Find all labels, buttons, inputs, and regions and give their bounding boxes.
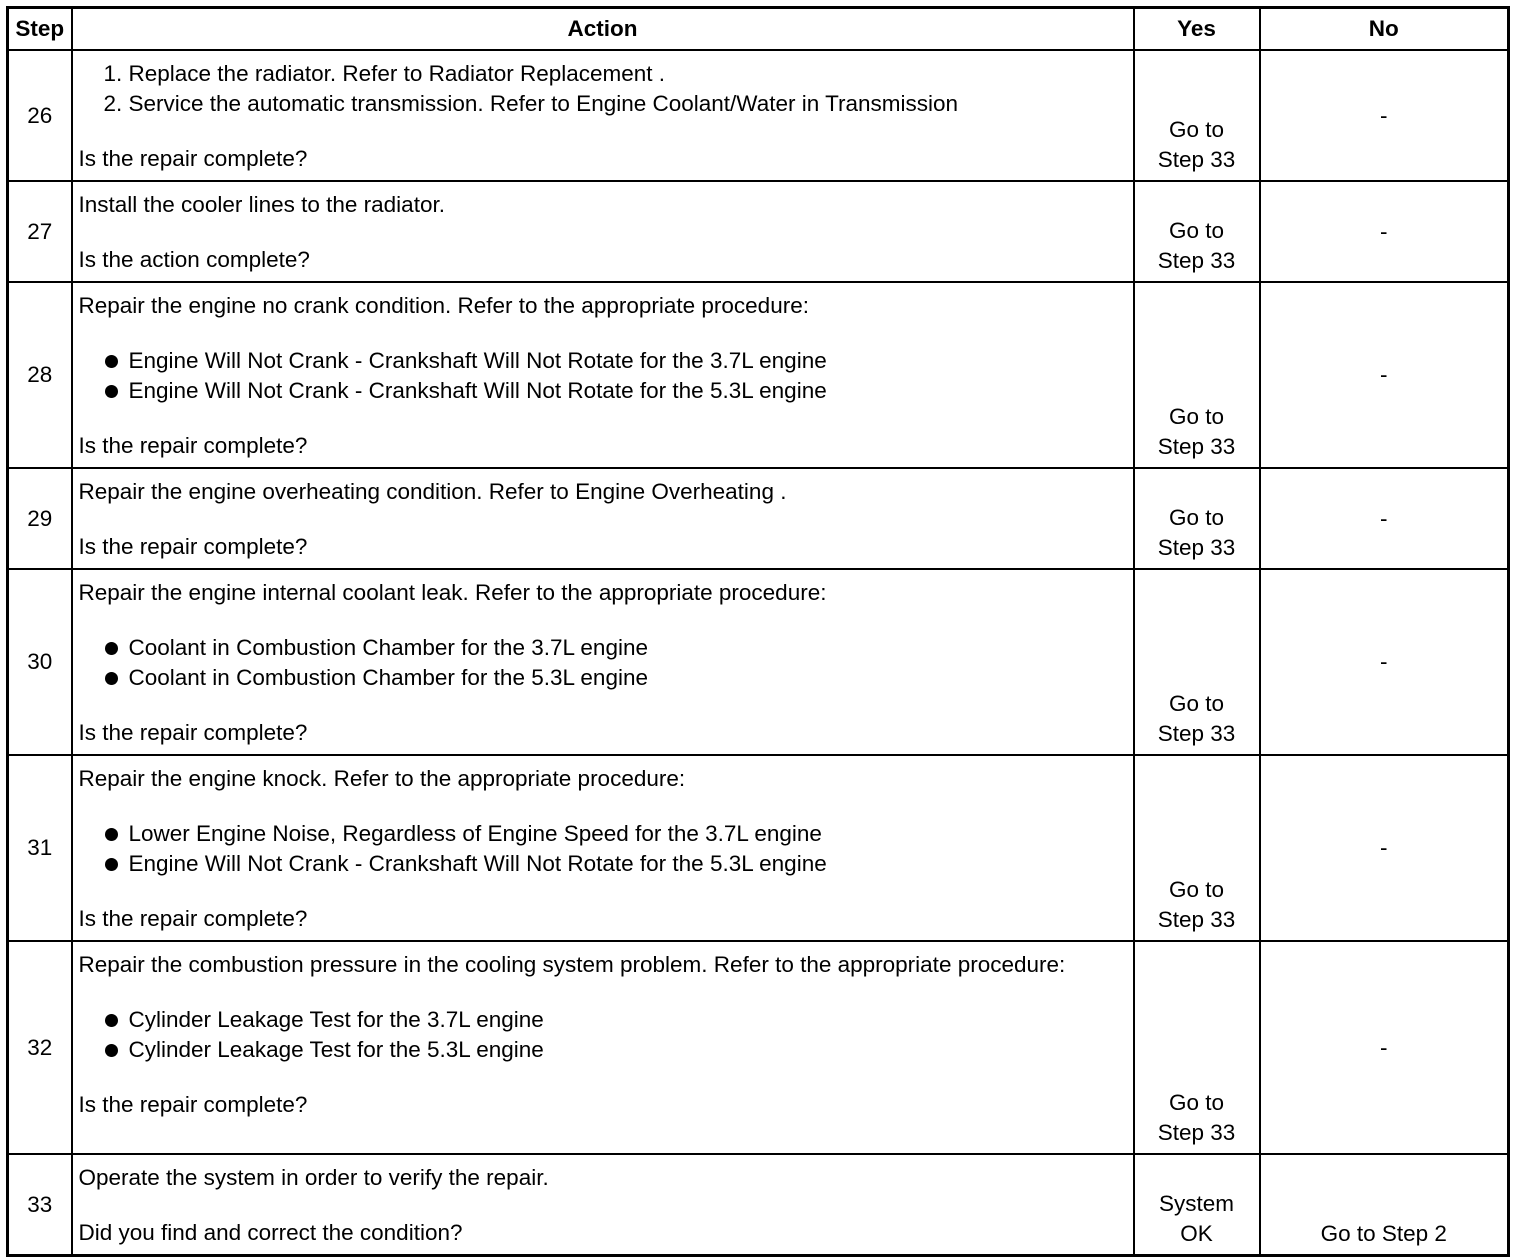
step-number: 31: [8, 755, 72, 941]
action-intro: Repair the combustion pressure in the cooling system problem. Refer to the appropriate procedure:: [78, 952, 1066, 977]
list-item: Engine Will Not Crank - Crankshaft Will Not Rotate for the 5.3L engine: [109, 376, 1127, 406]
action-question: Is the repair complete?: [78, 906, 308, 931]
action-cell: [72, 468, 1134, 569]
yes-line: Step 33: [1157, 535, 1236, 560]
action-intro: Repair the engine internal coolant leak. Refer to the appropriate procedure:: [78, 580, 827, 605]
action-intro: Repair the engine overheating condition. Refer to Engine Overheating .: [78, 479, 787, 504]
action-intro: Install the cooler lines to the radiator.: [78, 192, 445, 217]
action-cell: [72, 1154, 1134, 1256]
action-cell: [72, 181, 1134, 282]
header-yes: Yes: [1134, 8, 1260, 51]
header-action: Action: [72, 8, 1134, 51]
table-row: [8, 755, 1509, 941]
header-no: No: [1260, 8, 1509, 51]
yes-line: Step 33: [1157, 1120, 1236, 1145]
table-header-row: [8, 8, 1509, 51]
action-question: Is the repair complete?: [78, 146, 308, 171]
bullet-list: [79, 1005, 1127, 1065]
action-intro: Operate the system in order to verify the repair.: [78, 1165, 549, 1190]
list-item: Cylinder Leakage Test for the 3.7L engine: [109, 1005, 1127, 1035]
no-cell: -: [1260, 569, 1509, 755]
yes-cell: [1134, 755, 1260, 941]
step-number: 32: [8, 941, 72, 1154]
yes-line: Go to: [1168, 117, 1225, 142]
yes-cell: [1134, 1154, 1260, 1256]
step-number: 33: [8, 1154, 72, 1256]
table-row: [8, 50, 1509, 181]
no-cell: -: [1260, 50, 1509, 181]
yes-line: Step 33: [1157, 147, 1236, 172]
yes-line: Step 33: [1157, 248, 1236, 273]
no-cell: -: [1260, 755, 1509, 941]
numbered-list: [79, 59, 1127, 119]
table-row: [8, 282, 1509, 468]
action-question: Did you find and correct the condition?: [78, 1220, 463, 1245]
step-number: 27: [8, 181, 72, 282]
action-cell: [72, 282, 1134, 468]
action-intro: Repair the engine knock. Refer to the appropriate procedure:: [78, 766, 686, 791]
yes-line: Go to: [1168, 877, 1225, 902]
list-item: Engine Will Not Crank - Crankshaft Will Not Rotate for the 3.7L engine: [109, 346, 1127, 376]
yes-cell: [1134, 468, 1260, 569]
table-row: [8, 569, 1509, 755]
yes-cell: [1134, 282, 1260, 468]
list-item: Cylinder Leakage Test for the 5.3L engine: [109, 1035, 1127, 1065]
action-question: Is the repair complete?: [78, 534, 308, 559]
bullet-list: [79, 819, 1127, 879]
no-cell: -: [1260, 468, 1509, 569]
table-row: [8, 468, 1509, 569]
action-cell: [72, 50, 1134, 181]
yes-line: Go to: [1168, 218, 1225, 243]
bullet-list: [79, 346, 1127, 406]
yes-line: Go to: [1168, 1090, 1225, 1115]
action-question: Is the action complete?: [78, 247, 310, 272]
action-question: Is the repair complete?: [78, 720, 308, 745]
list-item: 2. Service the automatic transmission. Refer to Engine Coolant/Water in Transmission: [129, 89, 1127, 119]
list-item: Engine Will Not Crank - Crankshaft Will Not Rotate for the 5.3L engine: [109, 849, 1127, 879]
header-step: Step: [8, 8, 72, 51]
action-cell: [72, 755, 1134, 941]
yes-cell: [1134, 181, 1260, 282]
yes-line: Go to: [1168, 404, 1225, 429]
yes-line: Go to: [1168, 505, 1225, 530]
no-cell: -: [1260, 282, 1509, 468]
no-cell: -: [1260, 941, 1509, 1154]
yes-cell: [1134, 50, 1260, 181]
step-number: 26: [8, 50, 72, 181]
list-item: 1. Replace the radiator. Refer to Radiator Replacement .: [129, 59, 1127, 89]
step-number: 28: [8, 282, 72, 468]
no-cell: Go to Step 2: [1260, 1154, 1509, 1256]
no-cell: -: [1260, 181, 1509, 282]
action-cell: [72, 569, 1134, 755]
action-question: Is the repair complete?: [78, 433, 308, 458]
yes-line: Step 33: [1157, 434, 1236, 459]
yes-line: Step 33: [1157, 721, 1236, 746]
yes-line: System: [1158, 1191, 1234, 1216]
list-item: Coolant in Combustion Chamber for the 5.3L engine: [109, 663, 1127, 693]
bullet-list: [79, 633, 1127, 693]
action-cell: [72, 941, 1134, 1154]
yes-line: Go to: [1168, 691, 1225, 716]
yes-cell: [1134, 941, 1260, 1154]
yes-line: Step 33: [1157, 907, 1236, 932]
table-row: [8, 941, 1509, 1154]
list-item: Coolant in Combustion Chamber for the 3.7L engine: [109, 633, 1127, 663]
list-item: Lower Engine Noise, Regardless of Engine Speed for the 3.7L engine: [109, 819, 1127, 849]
yes-cell: [1134, 569, 1260, 755]
action-question: Is the repair complete?: [78, 1092, 308, 1117]
yes-line: OK: [1180, 1221, 1213, 1246]
step-number: 29: [8, 468, 72, 569]
step-number: 30: [8, 569, 72, 755]
diagnostic-steps-table: [6, 6, 1510, 1257]
action-intro: Repair the engine no crank condition. Refer to the appropriate procedure:: [78, 293, 809, 318]
table-row: [8, 1154, 1509, 1256]
table-row: [8, 181, 1509, 282]
